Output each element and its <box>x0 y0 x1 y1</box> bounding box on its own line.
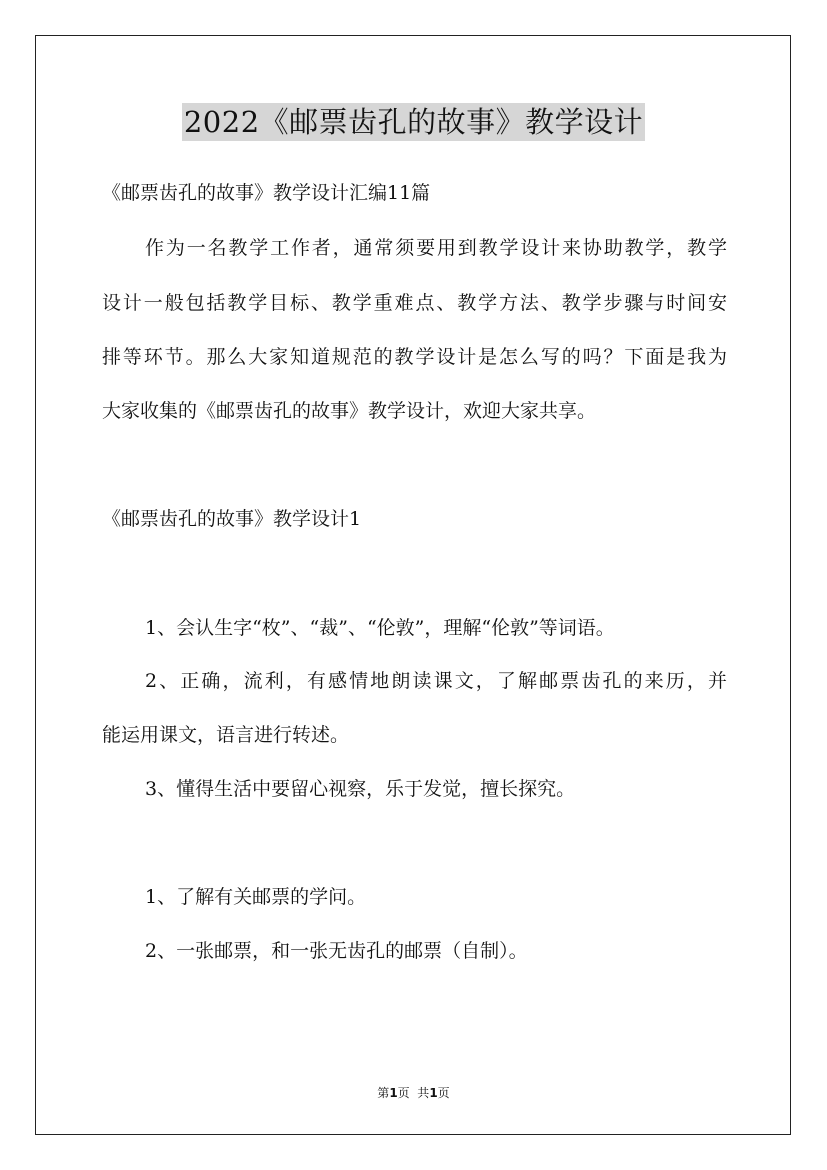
document-subtitle: 《邮票齿孔的故事》教学设计汇编11篇 <box>102 182 431 204</box>
footer-page-total: 1 <box>429 1086 438 1100</box>
intro-line-3: 排等环节。那么大家知道规范的教学设计是怎么写的吗？下面是我为 <box>102 346 727 368</box>
objective-line-2: 2、正确，流利，有感情地朗读课文，了解邮票齿孔的来历，并 <box>145 670 727 692</box>
intro-line-4: 大家收集的《邮票齿孔的故事》教学设计，欢迎大家共享。 <box>102 400 597 422</box>
page-footer <box>0 1085 827 1101</box>
intro-line-1: 作为一名教学工作者，通常须要用到教学设计来协助教学，教学 <box>145 237 727 259</box>
preparation-line-1: 1、了解有关邮票的学问。 <box>145 886 367 908</box>
footer-page-middle: 页 共 <box>397 1086 430 1100</box>
intro-line-2: 设计一般包括教学目标、教学重难点、教学方法、教学步骤与时间安 <box>102 292 727 314</box>
footer-page-current: 1 <box>389 1086 398 1100</box>
section-heading: 《邮票齿孔的故事》教学设计1 <box>102 508 362 530</box>
title-wrap <box>0 103 827 141</box>
footer-page-suffix: 页 <box>437 1086 450 1100</box>
preparation-line-2: 2、一张邮票，和一张无齿孔的邮票（自制）。 <box>145 940 528 962</box>
objective-line-3: 能运用课文，语言进行转述。 <box>102 724 350 746</box>
footer-page-prefix: 第 <box>377 1086 390 1100</box>
objective-line-4: 3、懂得生活中要留心视察，乐于发觉，擅长探究。 <box>145 778 576 800</box>
document-title: 2022《邮票齿孔的故事》教学设计 <box>183 105 644 139</box>
objective-line-1: 1、会认生字“枚”、“裁”、“伦敦”，理解“伦敦”等词语。 <box>145 617 615 639</box>
